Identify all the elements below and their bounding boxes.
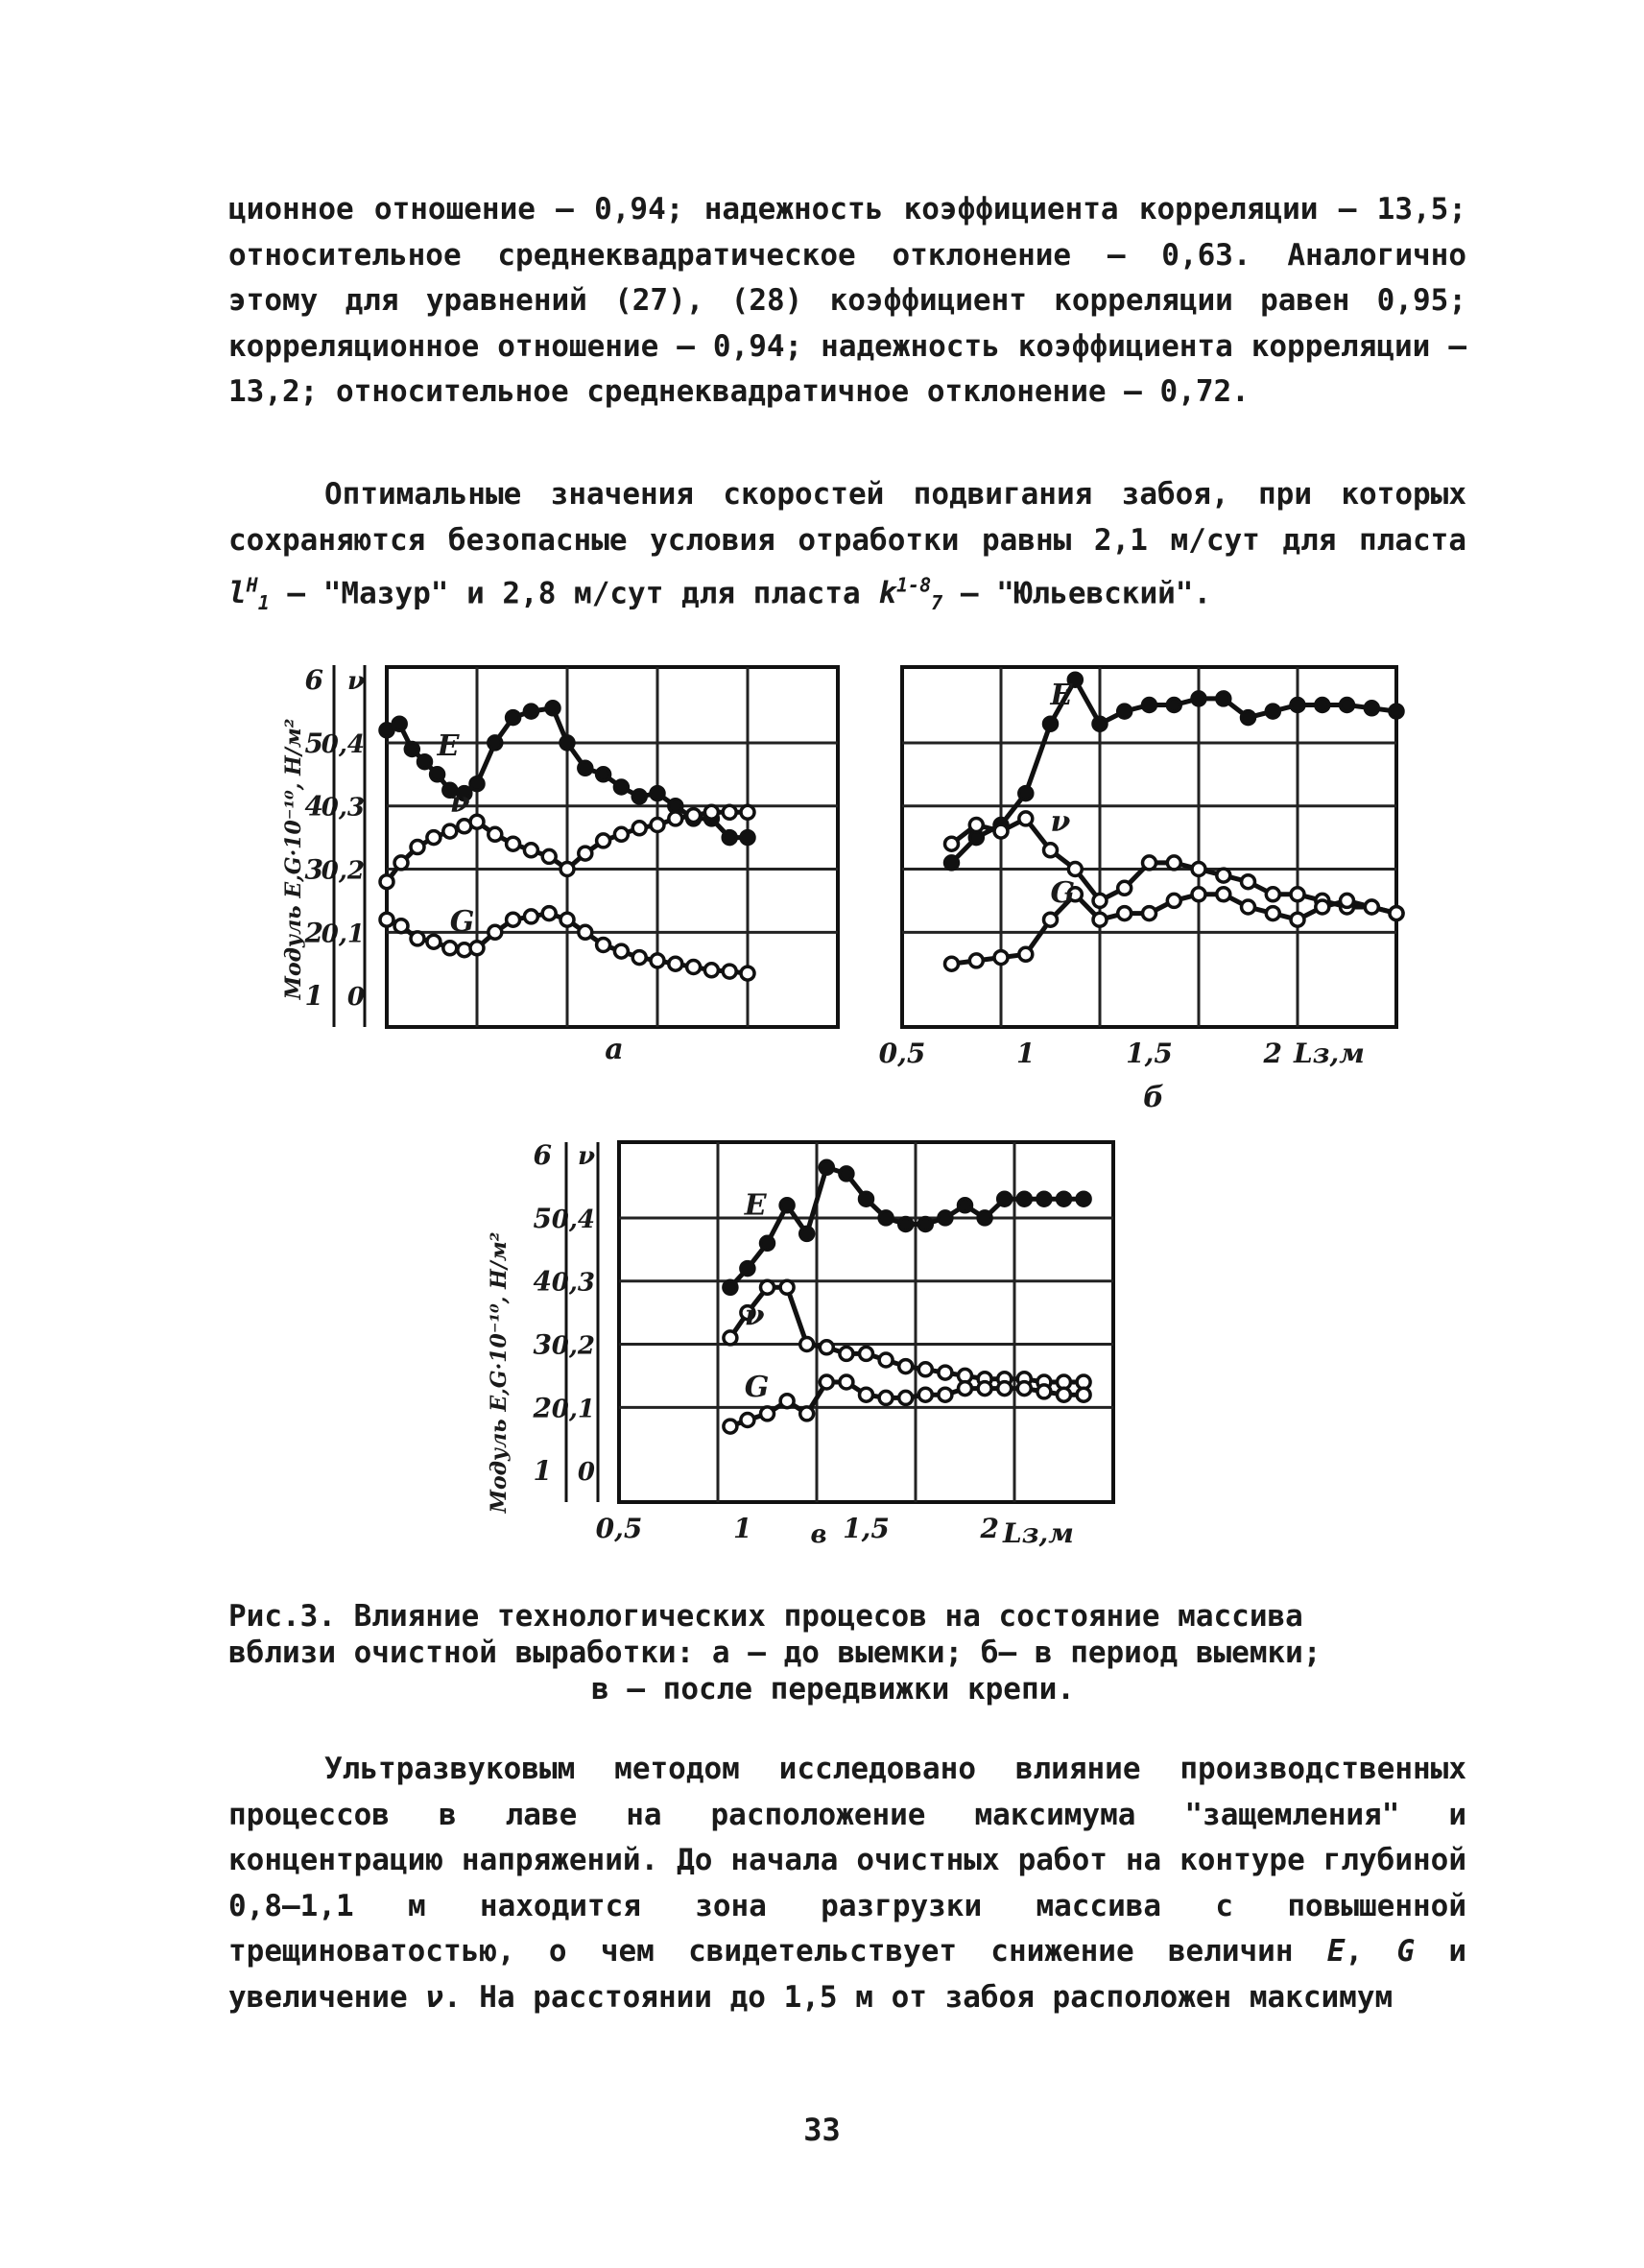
series-G-point-a [741,967,754,980]
series-nu-point-c [761,1280,774,1294]
y-tick-nu-c: 0 [577,1458,595,1488]
y-tick-modulus-a: 6 [304,664,323,697]
series-nu-point-b [1291,888,1304,901]
y-tick-modulus-a: 3 [304,853,323,886]
y-tick-modulus-c: 6 [533,1139,552,1172]
chart-b-xlabel: Lз,м [1294,1038,1365,1069]
series-G-point-b [1341,894,1354,907]
series-nu-point-a [380,875,393,889]
para2-part-c: – "Юльевский". [942,576,1212,611]
series-G-point-a [542,907,556,920]
series-nu-point-b [1167,856,1180,870]
series-G-point-c [939,1388,952,1401]
series-E-point-a [614,780,628,794]
series-E-point-b [1093,717,1107,730]
series-E-point-b [1143,699,1156,712]
series-nu-point-c [879,1353,893,1367]
series-nu-point-a [614,827,628,841]
series-G-point-a [443,942,457,955]
series-G-point-c [761,1407,774,1420]
chart-b-plot-area [902,667,1403,1027]
series-G-label-b: G [1050,876,1076,911]
y-tick-modulus-c: 2 [533,1392,552,1424]
series-nu-point-c [939,1366,952,1379]
series-E-point-c [998,1192,1012,1206]
series-nu-point-b [994,824,1008,838]
para3-part-b: , [1345,1934,1397,1969]
series-E-point-b [1118,704,1132,718]
series-nu-point-b [1118,881,1132,895]
caption-line-2: вблизи очистной выработки: а – до выемки; б– в период выемки; [228,1635,1322,1670]
y-tick-nu-a: 0 [346,983,365,1013]
series-E-point-a [507,711,520,725]
chart-panel-a [245,657,897,1070]
series-nu-point-a [597,834,610,848]
y-tick-nu-c: 0,2 [551,1331,595,1361]
chart-a-panel-label: а [605,1033,624,1066]
symbol-E: E [1326,1934,1346,1969]
series-G-label-c: G [744,1370,770,1404]
series-E-point-a [723,831,736,845]
series-E-point-a [418,755,432,769]
series-G-point-a [651,954,664,967]
series-nu-point-a [579,847,592,860]
figure-caption [228,1598,1438,1707]
series-E-point-b [1291,699,1304,712]
para3-part-c: и увеличение [228,1934,1466,2015]
chart-panel-c [485,1133,1137,1574]
series-E-point-c [800,1227,814,1240]
series-G-point-b [1167,894,1180,907]
y-tick-nu-c: 0,3 [551,1268,595,1298]
chart-c-x-ticks [596,1513,999,1544]
series-nu-point-a [632,822,646,835]
series-G-point-c [1077,1388,1090,1401]
series-nu-label-b: ν [1050,804,1071,839]
series-E-point-c [860,1192,873,1206]
chart-a-ylabel: Модуль E,G·10⁻¹⁰, Н/м² [281,718,306,1000]
series-G-point-b [1365,900,1378,914]
para2-part-b: – "Мазур" и 2,8 м/сут для пласта [269,576,879,611]
series-G-point-a [411,932,424,945]
series-G-point-b [1044,913,1058,926]
series-E-point-a [632,790,646,803]
series-E-point-b [945,856,959,870]
series-G-point-a [427,935,441,948]
series-E-point-c [1017,1192,1031,1206]
chart-c-ylabel: Модуль E,G·10⁻¹⁰, Н/м² [487,1231,512,1514]
series-G-point-c [800,1407,814,1420]
series-E-point-b [1341,699,1354,712]
y-tick-modulus-a: 4 [304,790,323,823]
series-nu-point-a [488,827,502,841]
series-E-point-c [959,1199,972,1212]
series-E-point-a [741,831,754,845]
chart-a-nu-ticks [322,667,365,1012]
series-G-point-a [380,913,393,926]
series-E-point-c [820,1160,833,1174]
y-tick-modulus-c: 5 [533,1202,552,1234]
paragraph-ultrasonic [228,1747,1466,2020]
series-E-point-c [780,1199,794,1212]
series-E-point-a [470,777,484,791]
series-nu-point-c [899,1360,913,1373]
series-nu-point-a [411,841,424,854]
y-tick-nu-a: 0,3 [321,793,365,823]
chart-c-nu-ticks [552,1142,595,1487]
chart-panel-b [878,657,1411,1118]
series-nu-point-a [669,812,682,825]
series-nu-point-a [470,815,484,828]
series-E-point-a [579,761,592,775]
series-nu-label-c: ν [744,1299,765,1333]
series-G-point-c [899,1391,913,1404]
page-number: 33 [803,2112,841,2148]
series-G-point-c [1017,1382,1031,1396]
series-G-point-c [840,1375,853,1389]
series-nu-point-b [1242,875,1255,889]
y-tick-nu-c: ν [577,1142,595,1172]
paragraph-optimal-speeds [228,472,1466,627]
series-nu-point-a [427,831,441,845]
series-E-point-a [405,743,418,756]
x-tick-b: 1 [1016,1038,1036,1069]
series-E-point-c [741,1262,754,1276]
chart-b-panel-label: б [1143,1081,1164,1114]
series-nu-point-c [724,1331,737,1345]
series-E-point-b [1242,711,1255,725]
x-tick-b: 1,5 [1126,1038,1173,1069]
series-G-point-a [669,957,682,970]
series-G-point-b [1192,888,1205,901]
chart-b-x-ticks [879,1038,1282,1069]
x-tick-b: 2 [1263,1038,1283,1069]
series-G-point-c [1037,1385,1051,1398]
series-G-point-b [1143,907,1156,920]
series-E-point-c [899,1218,913,1231]
series-E-point-c [1058,1192,1071,1206]
y-tick-modulus-c: 3 [533,1328,552,1361]
series-G-point-b [1266,907,1279,920]
y-tick-nu-a: ν [346,667,365,697]
series-G-point-b [994,951,1008,965]
series-E-point-b [1044,717,1058,730]
symbol-nu: ν [425,1979,443,2015]
series-nu-point-a [542,849,556,863]
series-G-point-c [860,1388,873,1401]
series-G-point-b [1118,907,1132,920]
y-tick-modulus-a: 1 [304,980,323,1013]
caption-line-1: Рис.3. Влияние технологических процесов на состояние массива [228,1599,1303,1634]
series-nu-point-a [651,819,664,832]
series-E-point-b [1365,702,1378,715]
series-E-point-c [724,1280,737,1294]
series-E-point-b [1167,699,1180,712]
series-E-label-b: E [1050,679,1073,713]
series-E-label-c: E [744,1188,767,1223]
series-nu-point-c [918,1363,932,1376]
series-nu-point-a [524,844,537,857]
series-nu-label-a: ν [449,786,470,821]
series-G-point-a [470,942,484,955]
series-G-point-a [614,944,628,958]
series-E-point-a [393,717,406,730]
series-E-point-b [1266,704,1279,718]
y-tick-modulus-a: 2 [304,917,323,949]
chart-c-xlabel: Lз,м [1003,1517,1074,1549]
chart-a-modulus-ticks [304,664,323,1012]
paragraph-correlation: ционное отношение – 0,94; надежность коэффициента корреляции – 13,5; относительное среднеквадратическое отклонение – 0,63. Аналогично этому для уравнений (27), (28) коэффициент корреляции равен 0,95; корреляционное отношение – 0,94; надежность коэффициента корреляции – 13,2; относительное среднеквадратичное отклонение – 0,72. [228,192,1466,409]
series-nu-point-b [1217,869,1230,882]
series-E-point-a [488,736,502,750]
series-G-point-a [488,925,502,939]
series-E-point-b [1192,692,1205,705]
series-G-point-b [1291,913,1304,926]
series-nu-point-a [723,805,736,819]
series-E-point-a [560,736,574,750]
series-G-point-a [507,913,520,926]
series-nu-point-c [860,1347,873,1360]
y-tick-nu-c: 0,1 [551,1395,595,1424]
series-G-point-b [1390,907,1403,920]
y-tick-modulus-c: 1 [533,1455,552,1488]
series-nu-point-a [394,856,408,870]
series-E-point-c [879,1211,893,1225]
chart-b-grid [902,667,1396,1027]
series-G-point-c [820,1375,833,1389]
series-G-point-b [1093,913,1107,926]
series-E-point-a [524,704,537,718]
series-E-point-c [918,1218,932,1231]
series-E-point-a [651,787,664,800]
series-E-point-c [939,1211,952,1225]
series-E-point-c [978,1211,991,1225]
chart-a-plot-area [380,667,838,1027]
series-nu-point-a [741,805,754,819]
series-nu-point-a [507,837,520,850]
series-nu-point-b [969,819,983,832]
series-G-point-c [959,1382,972,1396]
seam-symbol-l: $l^H_1$ [228,574,270,615]
series-nu-point-a [560,863,574,876]
y-tick-nu-a: 0,1 [321,919,365,949]
series-nu-point-c [820,1341,833,1354]
series-nu-point-a [704,805,718,819]
series-E-point-b [1316,699,1329,712]
series-nu-point-b [945,837,959,850]
series-G-point-c [918,1388,932,1401]
series-G-point-c [978,1382,991,1396]
chart-c-modulus-ticks [533,1139,552,1487]
series-nu-point-b [1044,844,1058,857]
series-nu-point-b [1068,863,1082,876]
y-tick-modulus-a: 5 [304,727,323,759]
series-nu-point-c [780,1280,794,1294]
chart-c-plot-area [619,1142,1113,1502]
symbol-G: G [1396,1934,1416,1969]
series-E-point-c [1037,1192,1051,1206]
y-tick-modulus-c: 4 [533,1265,552,1298]
series-G-point-a [597,939,610,952]
series-G-point-a [687,961,701,974]
series-G-point-a [632,951,646,965]
series-G-point-c [741,1414,754,1427]
x-tick-c: 0,5 [595,1513,643,1544]
series-E-point-b [1019,787,1033,800]
series-G-point-c [1058,1388,1071,1401]
series-G-point-a [723,965,736,978]
series-G-point-a [560,913,574,926]
series-E-point-b [1390,704,1403,718]
chart-c-panel-label: в [810,1520,827,1549]
x-tick-c: 2 [980,1513,1000,1544]
para3-part-a: Ультразвуковым методом исследовано влияние производственных процессов в лаве на расположение максимума "защемления" и концентрацию напряжений. До начала очистных работ на контуре глубиной 0,8–1,1 м находится зона разгрузки массива с повышенной трещиноватостью, о чем свидетельствует снижение величин [228,1752,1466,1969]
chart-a-grid [387,667,838,1027]
caption-line-3: в – после передвижки крепи. [591,1672,1075,1707]
series-G-point-a [579,925,592,939]
series-G-point-a [524,910,537,923]
series-G-point-b [1217,888,1230,901]
series-E-point-a [546,702,560,715]
series-E-point-c [840,1167,853,1181]
series-nu-point-b [1093,894,1107,907]
seam-symbol-k: $k^{1-8}_7$ [878,574,943,615]
series-nu-point-c [800,1338,814,1351]
y-tick-nu-a: 0,2 [321,856,365,886]
y-tick-nu-a: 0,4 [321,729,365,759]
series-G-label-a: G [449,904,475,939]
series-G-point-b [1316,900,1329,914]
series-E-label-a: E [437,728,460,763]
series-G-point-b [945,957,959,970]
series-G-point-c [998,1382,1012,1396]
series-nu-point-b [1019,812,1033,825]
series-E-point-b [1217,692,1230,705]
series-G-point-a [394,919,408,933]
series-G-point-b [969,954,983,967]
para2-part-a: Оптимальные значения скоростей подвигания забоя, при которых сохраняются безопасные условия отработки равны 2,1 м/сут для пласта [228,477,1466,558]
series-G-point-b [1019,947,1033,961]
series-E-point-a [431,768,444,781]
x-tick-b: 0,5 [878,1038,926,1069]
x-tick-c: 1,5 [843,1513,890,1544]
series-G-point-b [1242,900,1255,914]
series-nu-point-a [443,824,457,838]
series-E-point-c [761,1236,774,1250]
series-E-point-c [1077,1192,1090,1206]
series-G-point-c [780,1395,794,1408]
series-nu-point-b [1143,856,1156,870]
series-G-point-a [704,964,718,977]
series-E-point-a [597,768,610,781]
series-nu-point-b [1192,863,1205,876]
series-nu-point-a [687,809,701,823]
series-G-point-c [724,1420,737,1433]
x-tick-c: 1 [733,1513,752,1544]
series-nu-point-b [1266,888,1279,901]
y-tick-nu-c: 0,4 [551,1205,595,1234]
series-G-point-c [879,1391,893,1404]
series-nu-point-c [840,1347,853,1360]
para3-part-d: . На расстоянии до 1,5 м от забоя расположен максимум [442,1979,1394,2015]
